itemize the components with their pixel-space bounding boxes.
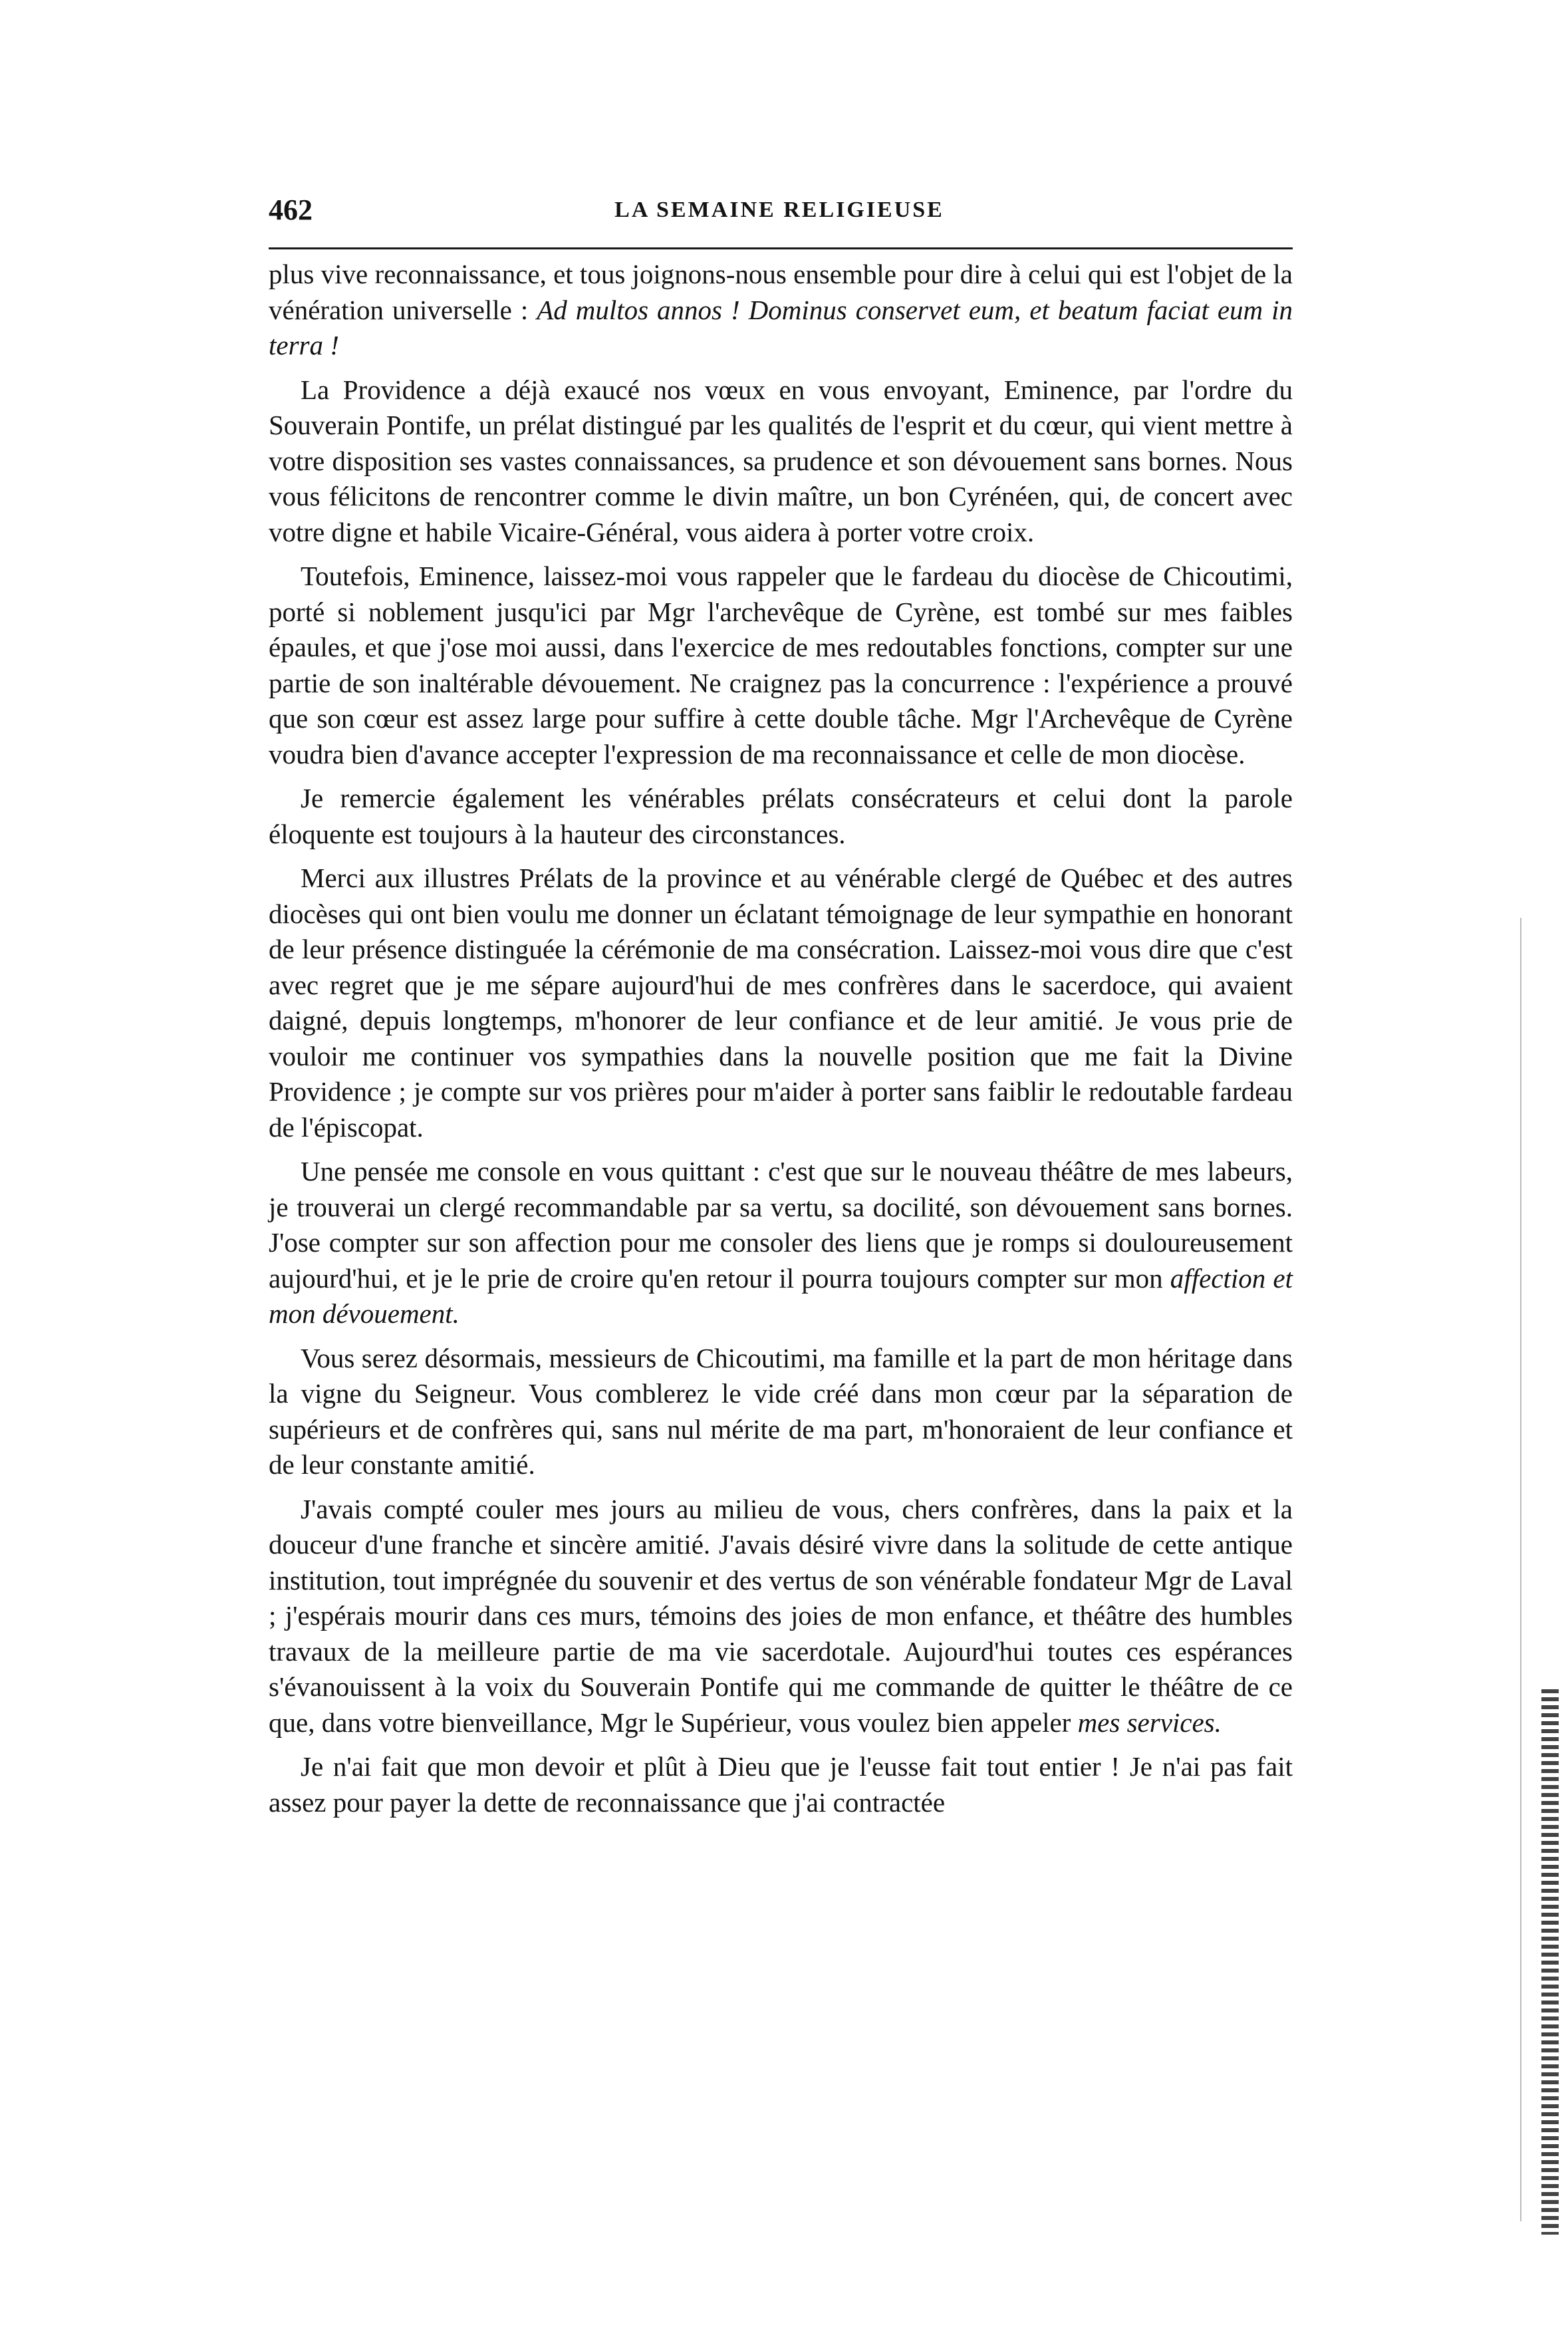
paragraph-8 bbox=[269, 1492, 1293, 1741]
running-title: LA SEMAINE RELIGIEUSE bbox=[614, 198, 944, 222]
paragraph-5 bbox=[269, 861, 1293, 1145]
page-number: 462 bbox=[269, 194, 313, 226]
body-text bbox=[269, 257, 1293, 1829]
paragraph-3-text: Toutefois, Eminence, laissez-moi vous rappeler que le fardeau du diocèse de Chicoutimi, porté si noblement jusqu'ici par Mgr l'archevêque de Cyrène, est tombé sur mes faibles épaules, et que j'ose moi aussi, dans l'exercice de mes redoutables fonctions, compter sur une partie de son inaltérable dévouement. Ne craignez pas la concurrence : l'expérience a prouvé que son cœur est assez large pour suffire à cette double tâche. Mgr l'Archevêque de Cyrène voudra bien d'avance accepter l'expression de ma reconnaissance et celle de mon diocèse. bbox=[269, 561, 1293, 769]
paragraph-9-text: Je n'ai fait que mon devoir et plût à Dieu que je l'eusse fait tout entier ! Je n'ai pas fait assez pour payer la dette de reconnaissance que j'ai contractée bbox=[269, 1751, 1293, 1818]
paragraph-6 bbox=[269, 1154, 1293, 1332]
paragraph-5-text: Merci aux illustres Prélats de la province et au vénérable clergé de Québec et des autres diocèses qui ont bien voulu me donner un éclatant témoignage de leur sympathie en honorant de leur présence distinguée la cérémonie de ma consécration. Laissez-moi vous dire que c'est avec regret que je me sépare aujourd'hui de mes confrères dans le sacerdoce, qui avaient daigné, depuis longtemps, m'honorer de leur confiance et de leur amitié. Je vous prie de vouloir me continuer vos sympathies dans la nouvelle position que me fait la Divine Providence ; je compte sur vos prières pour m'aider à porter sans faiblir le redoutable fardeau de l'épiscopat. bbox=[269, 863, 1293, 1143]
paragraph-6-italic: affection et mon dévouement. bbox=[269, 1262, 1293, 1329]
paragraph-7 bbox=[269, 1341, 1293, 1483]
paragraph-1 bbox=[269, 257, 1293, 364]
paragraph-8-text: J'avais compté couler mes jours au milieu de vous, chers confrères, dans la paix et la douceur d'une franche et sincère amitié. J'avais désiré vivre dans la solitude de cette antique institution, tout imprégnée du souvenir et des vertus de son vénérable fondateur Mgr de Laval ; j'espérais mourir dans ces murs, témoins des joies de mon enfance, et théâtre des humbles travaux de la meilleure partie de ma vie sacerdotale. Aujourd'hui toutes ces espérances s'évanouissent à la voix du Souverain Pontife qui me commande de quitter le théâtre de ce que, dans votre bienveillance, Mgr le Supérieur, vous voulez bien appeler bbox=[269, 1493, 1293, 1738]
page-header bbox=[269, 190, 1290, 230]
latin-blessing: Ad multos annos ! Dominus conservet eum, et beatum faciat eum in terra ! bbox=[269, 294, 1293, 360]
scan-edge-mark bbox=[1541, 1689, 1559, 2235]
paragraph-4 bbox=[269, 781, 1293, 852]
paragraph-1-text: plus vive reconnaissance, et tous joignons-nous ensemble pour dire à celui qui est l'objet de la vénération universelle : bbox=[269, 259, 1293, 325]
scan-margin-line bbox=[1520, 918, 1521, 2221]
paragraph-4-text: Je remercie également les vénérables prélats consécrateurs et celui dont la parole éloquente est toujours à la hauteur des circonstances. bbox=[269, 783, 1293, 849]
paragraph-7-text: Vous serez désormais, messieurs de Chicoutimi, ma famille et la part de mon héritage dans la vigne du Seigneur. Vous comblerez le vide créé dans mon cœur par la séparation de supérieurs et de confrères qui, sans nul mérite de ma part, m'honoraient de leur confiance et de leur constante amitié. bbox=[269, 1342, 1293, 1480]
paragraph-9 bbox=[269, 1749, 1293, 1820]
paragraph-3 bbox=[269, 559, 1293, 772]
header-rule bbox=[269, 247, 1293, 249]
paragraph-6-text: Une pensée me console en vous quittant : c'est que sur le nouveau théâtre de mes labeurs, je trouverai un clergé recommandable par sa vertu, sa docilité, son dévouement sans bornes. J'ose compter sur son affection pour me consoler des liens que je romps si douloureusement aujourd'hui, et je le prie de croire qu'en retour il pourra toujours compter sur mon bbox=[269, 1156, 1293, 1294]
paragraph-8-italic: mes services. bbox=[1077, 1707, 1222, 1738]
paragraph-2-text: La Providence a déjà exaucé nos vœux en vous envoyant, Eminence, par l'ordre du Souverain Pontife, un prélat distingué par les qualités de l'esprit et du cœur, qui vient mettre à votre disposition ses vastes connaissances, sa prudence et son dévouement sans bornes. Nous vous félicitons de rencontrer comme le divin maître, un bon Cyrénéen, qui, de concert avec votre digne et habile Vicaire-Général, vous aidera à porter votre croix. bbox=[269, 374, 1293, 547]
paragraph-2 bbox=[269, 372, 1293, 551]
